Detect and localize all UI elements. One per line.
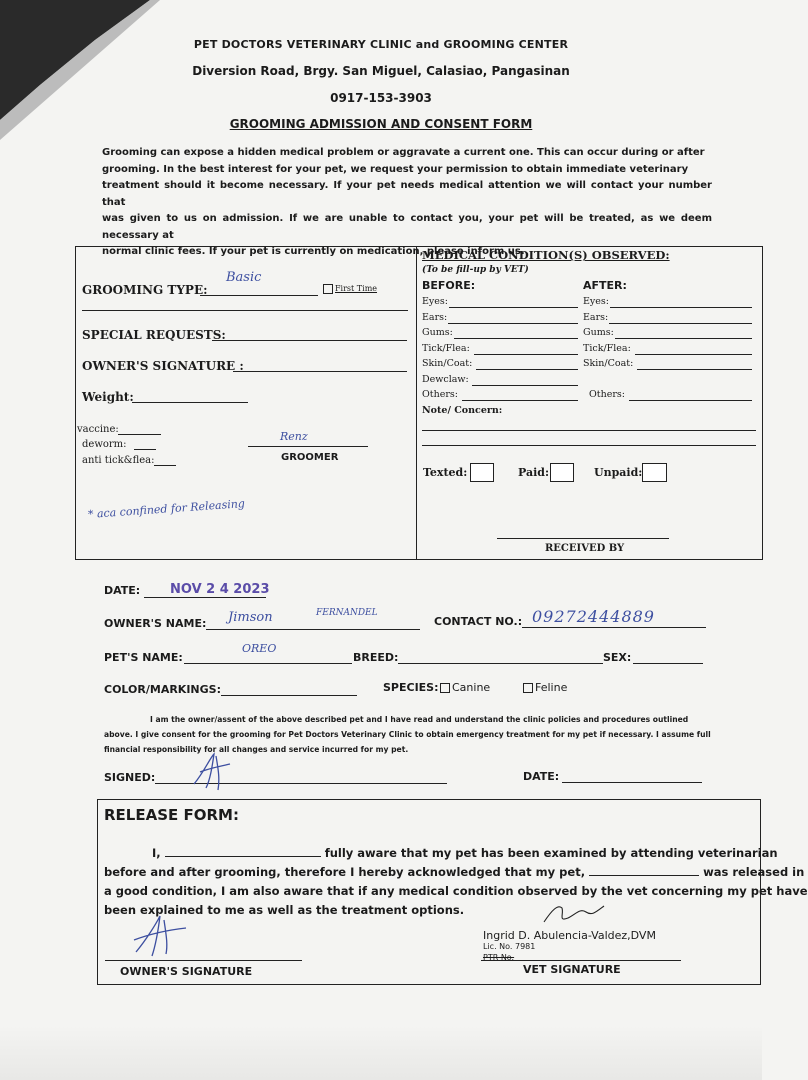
owner-name-field[interactable] [206, 629, 420, 630]
breed-field[interactable] [398, 663, 603, 664]
release-i: I, [152, 846, 161, 860]
first-time-label: First Time [335, 284, 378, 293]
intro-paragraph [102, 145, 712, 261]
contact-value: 09272444889 [532, 607, 655, 626]
species-label: SPECIES: [383, 681, 439, 694]
condition-field[interactable] [637, 369, 752, 370]
vet-signature-scribble [540, 900, 610, 930]
grooming-type-extra-line [82, 310, 408, 311]
deworm-field[interactable] [134, 449, 156, 450]
vet-fill-note: (To be fill-up by VET) [422, 265, 529, 275]
intro-line: normal clinic fees. If your pet is currently on medication, please inform us. [102, 246, 525, 257]
texted-checkbox[interactable] [470, 463, 494, 482]
intro-line: treatment should it become necessary. If your pet needs medical attention we will contact your number that [102, 180, 712, 208]
color-markings-field[interactable] [221, 695, 357, 696]
release-owner-signature-line[interactable] [105, 960, 302, 961]
grooming-type-value: Basic [226, 270, 262, 285]
owner-signature-field[interactable] [233, 371, 407, 372]
texted-label: Texted: [423, 466, 468, 479]
unpaid-checkbox[interactable] [642, 463, 667, 482]
note-line-2[interactable] [422, 445, 756, 446]
vet-signature-label: VET SIGNATURE [523, 963, 621, 976]
intro-line: grooming. In the best interest for your pet, we request your permission to obtain immediate veterinary [102, 163, 689, 175]
date-label: DATE: [104, 584, 141, 597]
weight-field[interactable] [132, 402, 248, 403]
signed-label: SIGNED: [104, 771, 156, 784]
condition-field[interactable] [610, 307, 752, 308]
condition-label: Gums: [583, 327, 614, 338]
vet-signature-line [481, 960, 681, 961]
release-owner-signature-scribble [126, 910, 192, 960]
special-requests-label: SPECIAL REQUESTS: [82, 328, 226, 342]
condition-label: Ears: [422, 311, 448, 323]
condition-field[interactable] [462, 400, 578, 401]
condition-field[interactable] [474, 354, 578, 355]
grooming-type-label: GROOMING TYPE: [82, 283, 208, 297]
grooming-type-field[interactable] [200, 295, 318, 296]
paid-checkbox[interactable] [550, 463, 574, 482]
unpaid-label: Unpaid: [594, 466, 643, 479]
condition-label: Others: [589, 389, 625, 400]
panel-divider [416, 246, 417, 559]
deworm-label: deworm: [82, 439, 127, 450]
weight-label: Weight: [82, 390, 134, 404]
release-line2-suffix: was released in [703, 865, 805, 879]
owner-last-name: FERNANDEL [316, 608, 378, 618]
signed-date-label: DATE: [523, 770, 560, 783]
condition-field[interactable] [635, 354, 752, 355]
feline-checkbox[interactable] [523, 683, 533, 693]
consent-line: above. I give consent for the grooming for Pet Doctors Veterinary Clinic to obtain emergency treatment for my pet if necessary. I assume full [104, 730, 711, 739]
note-concern-label: Note/ Concern: [422, 405, 503, 416]
handwritten-note: * aca confined for Releasing [87, 497, 246, 521]
condition-field[interactable] [609, 323, 752, 324]
feline-option[interactable] [523, 681, 567, 694]
owner-signature-label: OWNER'S SIGNATURE : [82, 359, 244, 373]
page-bottom-edge [0, 1025, 762, 1080]
special-requests-field[interactable] [212, 340, 407, 341]
release-owner-name-field[interactable] [165, 846, 321, 857]
canine-label: Canine [452, 681, 491, 694]
release-line1-text: fully aware that my pet has been examined by attending veterinarian [324, 846, 778, 860]
pet-name-label: PET'S NAME: [104, 651, 183, 664]
release-owner-signature-label: OWNER'S SIGNATURE [120, 965, 253, 978]
groomer-label: GROOMER [281, 452, 339, 463]
date-field[interactable] [144, 597, 266, 598]
intro-line: was given to us on admission. If we are unable to contact you, your pet will be treated, as we deem necessary at [102, 213, 712, 241]
owner-name-label: OWNER'S NAME: [104, 617, 207, 630]
feline-label: Feline [535, 681, 568, 694]
vaccine-label: vaccine: [77, 424, 119, 435]
condition-label: Ears: [583, 311, 609, 323]
signed-date-field[interactable] [562, 782, 702, 783]
sex-field[interactable] [633, 663, 703, 664]
condition-field[interactable] [454, 338, 578, 339]
first-time-option[interactable] [323, 284, 377, 294]
anti-tick-field[interactable] [154, 465, 176, 466]
sex-label: SEX: [603, 651, 632, 664]
after-label: AFTER: [583, 279, 627, 292]
medical-condition-title: MEDICAL CONDITION(S) OBSERVED: [422, 248, 670, 262]
received-by-line[interactable] [497, 538, 669, 539]
pet-name-value: OREO [242, 642, 277, 655]
breed-label: BREED: [353, 651, 399, 664]
owner-signature-scribble [186, 750, 236, 792]
release-paragraph [104, 844, 808, 920]
release-pet-name-field[interactable] [589, 865, 699, 876]
condition-label: Gums: [422, 327, 453, 338]
vet-license-number: Lic. No. 7981 [483, 942, 536, 951]
condition-field[interactable] [615, 338, 752, 339]
groomer-line [248, 446, 368, 447]
condition-label: Eyes: [583, 296, 609, 307]
first-time-checkbox[interactable] [323, 284, 333, 294]
condition-label: Skin/Coat: [422, 358, 473, 369]
release-line2-text: before and after grooming, therefore I hereby acknowledged that my pet, [104, 865, 586, 879]
canine-checkbox[interactable] [440, 683, 450, 693]
condition-label: Tick/Flea: [422, 342, 470, 354]
color-markings-label: COLOR/MARKINGS: [104, 683, 221, 696]
release-line3: a good condition, I am also aware that if any medical condition observed by the vet concerning my pet have [104, 884, 808, 898]
groomer-value: Renz [280, 430, 308, 443]
clinic-name: PET DOCTORS VETERINARY CLINIC and GROOMING CENTER [193, 38, 569, 51]
form-title: GROOMING ADMISSION AND CONSENT FORM [229, 117, 533, 131]
consent-line: I am the owner/assent of the above described pet and I have read and understand the clinic policies and procedures outlined [150, 715, 689, 724]
release-form-title: RELEASE FORM: [104, 806, 239, 824]
pet-name-field[interactable] [184, 663, 352, 664]
vet-ptr-number: PTR No. [483, 953, 515, 962]
contact-label: CONTACT NO.: [434, 615, 523, 628]
condition-field[interactable] [472, 385, 578, 386]
note-line-1[interactable] [422, 430, 756, 431]
clinic-address: Diversion Road, Brgy. San Miguel, Calasiao, Pangasinan [192, 64, 570, 78]
condition-field[interactable] [449, 307, 578, 308]
canine-option[interactable] [440, 681, 490, 694]
condition-field[interactable] [448, 323, 578, 324]
condition-label: Skin/Coat: [583, 358, 634, 369]
consent-line: financial responsibility for all changes and service incurred for my pet. [104, 745, 409, 754]
contact-field[interactable] [522, 627, 706, 628]
condition-field[interactable] [629, 400, 752, 401]
date-stamp: NOV 2 4 2023 [170, 582, 270, 597]
before-label: BEFORE: [422, 279, 476, 292]
condition-label: Others: [422, 389, 458, 400]
intro-line: Grooming can expose a hidden medical problem or aggravate a current one. This can occur during or after [102, 147, 705, 158]
condition-label: Tick/Flea: [583, 342, 631, 354]
received-by-label: RECEIVED BY [545, 543, 625, 554]
vet-name: Ingrid D. Abulencia-Valdez,DVM [483, 929, 656, 942]
condition-label: Dewclaw: [422, 373, 469, 385]
clinic-phone: 0917-153-3903 [330, 91, 432, 105]
condition-label: Eyes: [422, 296, 448, 307]
release-line4: been explained to me as well as the treatment options. [104, 903, 465, 917]
paid-label: Paid: [518, 466, 550, 479]
owner-first-name: Jimson [228, 610, 273, 625]
vaccine-field[interactable] [118, 434, 161, 435]
condition-field[interactable] [476, 369, 578, 370]
anti-tick-label: anti tick&flea: [82, 455, 155, 466]
